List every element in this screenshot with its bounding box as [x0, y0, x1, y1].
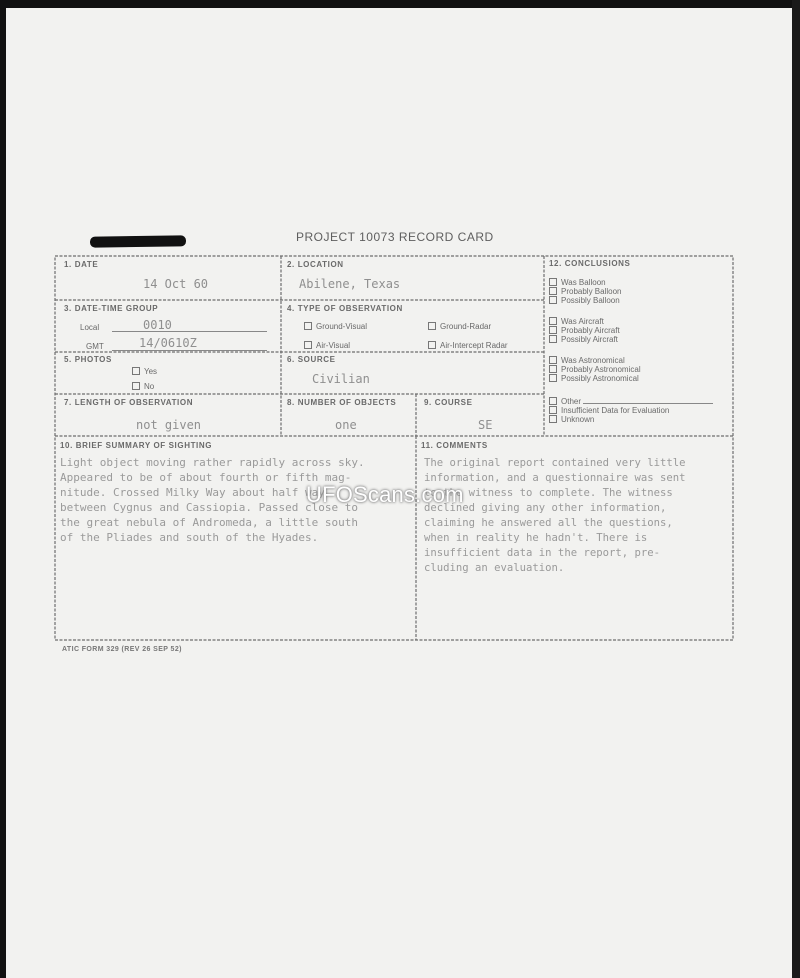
option-air-intercept-radar[interactable]: Air-Intercept Radar: [428, 341, 508, 350]
source-label: 6. SOURCE: [287, 355, 336, 364]
gmt-value: 14/0610Z: [139, 336, 197, 350]
conclusion-option[interactable]: Probably Aircraft: [549, 326, 620, 335]
gmt-label: GMT: [86, 342, 104, 351]
conclusion-option[interactable]: Possibly Astronomical: [549, 374, 641, 383]
date-label: 1. DATE: [64, 260, 99, 269]
local-value: 0010: [143, 318, 172, 332]
conclusion-option-unknown[interactable]: Unknown: [549, 415, 713, 424]
option-ground-radar[interactable]: Ground-Radar: [428, 322, 491, 331]
checkbox-icon: [549, 356, 557, 364]
conclusion-option[interactable]: Was Astronomical: [549, 356, 641, 365]
checkbox-icon: [549, 287, 557, 295]
length-value: not given: [136, 418, 202, 432]
comments-text: The original report contained very little information, and a questionnaire was sent to the witness to complete. The witness declined giving any other information, claiming he answered all the questions, when in reality he hadn't. There is insufficient data in the report, pre- cluding an evaluation.: [424, 457, 686, 574]
type-of-observation-label: 4. TYPE OF OBSERVATION: [287, 304, 403, 313]
checkbox-icon: [132, 367, 140, 375]
card-title: PROJECT 10073 RECORD CARD: [296, 230, 494, 244]
conclusions-group-astronomical: [549, 356, 641, 383]
checkbox-icon: [304, 322, 312, 330]
checkbox-icon: [549, 278, 557, 286]
local-underline: [112, 331, 267, 332]
conclusion-option[interactable]: Possibly Aircraft: [549, 335, 620, 344]
option-ground-visual[interactable]: Ground-Visual: [304, 322, 367, 331]
number-of-objects-label: 8. NUMBER OF OBJECTS: [287, 398, 397, 407]
checkbox-icon: [549, 397, 557, 405]
photos-yes[interactable]: Yes: [132, 367, 157, 376]
checkbox-icon: [549, 317, 557, 325]
conclusion-option[interactable]: Was Balloon: [549, 278, 621, 287]
other-underline: [583, 403, 713, 404]
checkbox-icon: [428, 341, 436, 349]
conclusions-label: 12. CONCLUSIONS: [549, 259, 631, 268]
source-value: Civilian: [312, 372, 370, 386]
conclusions-group-aircraft: [549, 317, 620, 344]
checkbox-icon: [304, 341, 312, 349]
number-of-objects-value: one: [335, 418, 357, 432]
photos-label: 5. PHOTOS: [64, 355, 112, 364]
checkbox-icon: [549, 335, 557, 343]
date-value: 14 Oct 60: [143, 277, 209, 291]
checkbox-icon: [428, 322, 436, 330]
checkbox-icon: [549, 296, 557, 304]
checkbox-icon: [549, 374, 557, 382]
location-value: Abilene, Texas: [299, 277, 401, 291]
conclusion-option-insufficient[interactable]: Insufficient Data for Evaluation: [549, 406, 713, 415]
gmt-underline: [112, 350, 267, 351]
comments-label: 11. COMMENTS: [421, 441, 488, 450]
date-time-group-label: 3. DATE-TIME GROUP: [64, 304, 159, 313]
checkbox-icon: [549, 365, 557, 373]
conclusion-option[interactable]: Possibly Balloon: [549, 296, 621, 305]
course-label: 9. COURSE: [424, 398, 473, 407]
checkbox-icon: [132, 382, 140, 390]
conclusion-option[interactable]: Probably Astronomical: [549, 365, 641, 374]
option-air-visual[interactable]: Air-Visual: [304, 341, 350, 350]
checkbox-icon: [549, 326, 557, 334]
conclusions-group-balloon: [549, 278, 621, 305]
checkbox-icon: [549, 415, 557, 423]
conclusion-option-other[interactable]: Other: [549, 397, 713, 406]
course-value: SE: [478, 418, 493, 432]
local-label: Local: [80, 323, 100, 332]
summary-label: 10. BRIEF SUMMARY OF SIGHTING: [60, 441, 213, 450]
conclusion-option[interactable]: Probably Balloon: [549, 287, 621, 296]
location-label: 2. LOCATION: [287, 260, 344, 269]
conclusion-option[interactable]: Was Aircraft: [549, 317, 620, 326]
watermark: UFOScans.com: [306, 482, 464, 507]
photos-no[interactable]: No: [132, 382, 154, 391]
conclusions-group-other: [549, 397, 713, 424]
form-id: ATIC FORM 329 (REV 26 SEP 52): [62, 646, 182, 653]
summary-text: Light object moving rather rapidly across sky. Appeared to be of about fourth or fifth mag- nitude. Crossed Milky Way about half way between Cygnus and Cassiopia. Passed close to the great nebula of Andromeda, a little south of the Pliades and south of the Hyades.: [60, 456, 365, 544]
checkbox-icon: [549, 406, 557, 414]
length-label: 7. LENGTH OF OBSERVATION: [64, 398, 194, 407]
